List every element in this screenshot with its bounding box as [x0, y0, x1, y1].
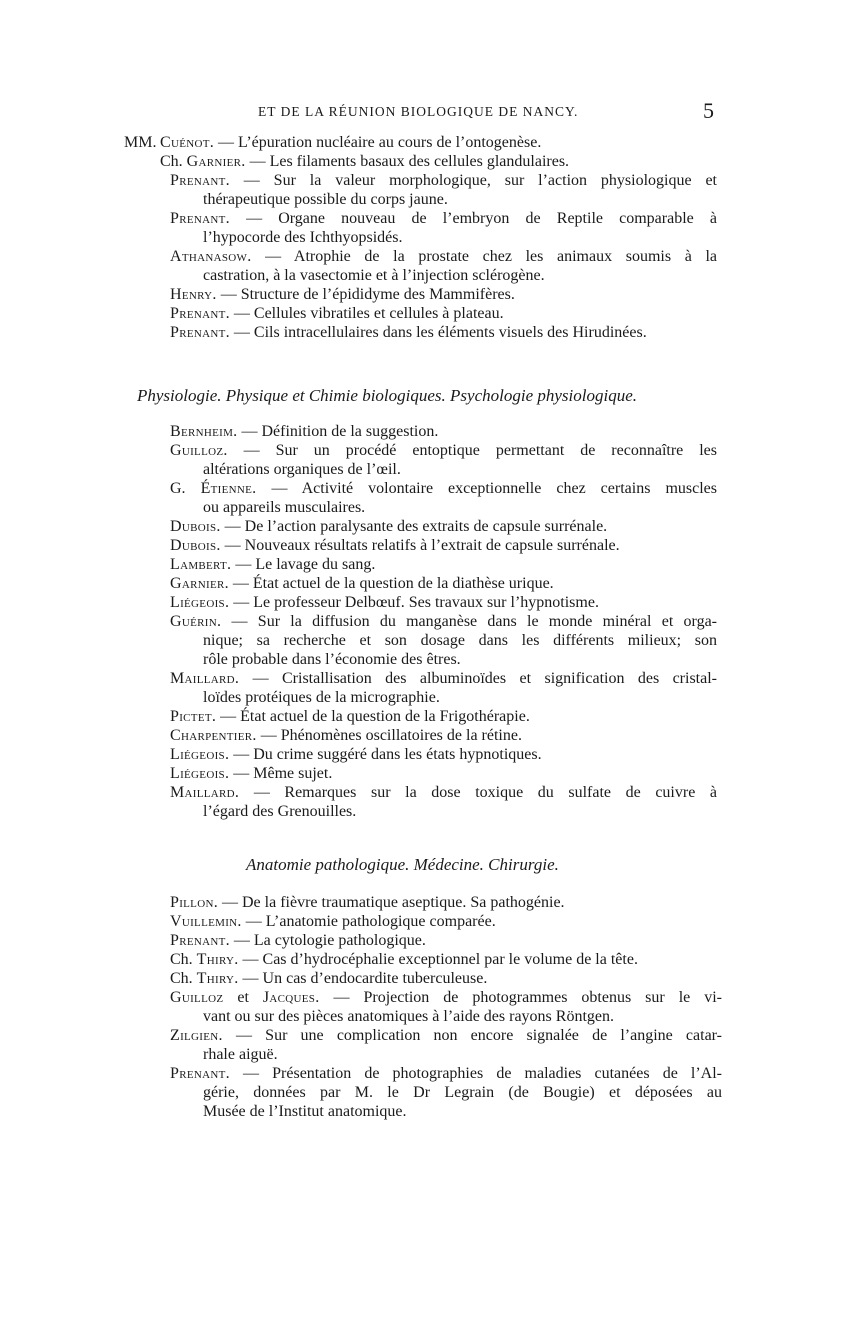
author-name: Liégeois.: [170, 765, 230, 782]
page-number: 5: [703, 98, 714, 123]
entry-first-line: [170, 518, 607, 536]
entry-text: — État actuel de la question de la diathèse urique.: [232, 575, 554, 592]
author-name: Henry.: [170, 286, 217, 303]
entry-text: loïdes protéiques de la micrographie.: [203, 689, 440, 706]
entry-text: — Cas d’hydrocéphalie exceptionnel par le volume de la tête.: [242, 951, 638, 968]
entry-text: l’hypocorde des Ichthyopsidés.: [203, 229, 403, 246]
entry-text: — Sur la valeur morphologique, sur l’action physiologique et: [243, 172, 718, 189]
entry-text: l’égard des Grenouilles.: [203, 803, 357, 820]
entry-first-line: [170, 210, 717, 228]
entry-first-line: [170, 480, 717, 498]
entry-text: — L’anatomie pathologique comparée.: [245, 913, 496, 930]
entry-text: — Atrophie de la prostate chez les animaux soumis à la: [265, 248, 717, 265]
author-name: Lambert.: [170, 556, 232, 573]
entry-first-line: [170, 727, 522, 745]
section-heading-anatomie: Anatomie pathologique. Médecine. Chirurgie.: [246, 855, 559, 874]
author-name: Liégeois.: [170, 594, 230, 611]
author-initial: G.: [170, 480, 201, 497]
entry-text: — Activité volontaire exceptionnelle chez certains muscles: [271, 480, 717, 497]
entry-text: — Définition de la suggestion.: [241, 423, 439, 440]
entry-first-line: [170, 324, 647, 342]
entry-text: — Sur une complication non encore signalée de l’angine catar-: [236, 1027, 722, 1044]
author-name: Pictet.: [170, 708, 217, 725]
entry-text: gérie, données par M. le Dr Legrain (de Bougie) et déposées au: [203, 1084, 722, 1101]
entry-continuation-line: [203, 1084, 722, 1102]
entry-text: — L’épuration nucléaire au cours de l’ontogenèse.: [218, 134, 542, 151]
entry-text: ou appareils musculaires.: [203, 499, 366, 516]
author-initial: Ch.: [160, 153, 187, 170]
entry-text: — Présentation de photographies de maladies cutanées de l’Al-: [243, 1065, 723, 1082]
author-name: Cuénot.: [160, 134, 215, 151]
entry-continuation-line: [203, 1046, 278, 1064]
entry-first-line: [170, 746, 542, 764]
entry-text: — Du crime suggéré dans les états hypnotiques.: [233, 746, 542, 763]
author-name: Garnier.: [186, 153, 246, 170]
entry-text: — État actuel de la question de la Frigothérapie.: [220, 708, 530, 725]
entry-first-line: [170, 423, 438, 441]
entry-first-line: [160, 134, 541, 152]
author-name: Étienne.: [200, 480, 257, 497]
author-name: Thiry.: [196, 951, 239, 968]
entry-text: — Même sujet.: [233, 765, 333, 782]
author-name: Athanasow.: [170, 248, 252, 265]
entry-first-line: [160, 153, 569, 171]
mm-prefix: MM.: [124, 134, 157, 151]
entry-text: altérations organiques de l’œil.: [203, 461, 401, 478]
entry-text: — Cils intracellulaires dans les éléments visuels des Hirudinées.: [233, 324, 647, 341]
author-initial: Ch.: [170, 951, 197, 968]
entry-text: — De la fièvre traumatique aseptique. Sa pathogénie.: [222, 894, 565, 911]
entry-continuation-line: [203, 803, 356, 821]
entry-first-line: [170, 594, 599, 612]
entry-text: — Phénomènes oscillatoires de la rétine.: [260, 727, 522, 744]
entry-continuation-line: [203, 1008, 614, 1026]
author-name: Maillard.: [170, 784, 240, 801]
entry-text: — Sur la diffusion du manganèse dans le monde minéral et orga-: [231, 613, 718, 630]
entry-first-line: [170, 248, 717, 266]
entry-text: — Les filaments basaux des cellules glandulaires.: [249, 153, 570, 170]
entry-first-line: [170, 442, 717, 460]
entry-text: rhale aiguë.: [203, 1046, 278, 1063]
author-name: Dubois.: [170, 518, 221, 535]
entry-text: — Cristallisation des albuminoïdes et signification des cristal-: [252, 670, 718, 687]
author-name: Prenant.: [170, 1065, 230, 1082]
entry-first-line: [170, 613, 717, 631]
entry-first-line: [170, 784, 717, 802]
entry-text: — Projection de photogrammes obtenus sur le vi-: [333, 989, 723, 1006]
entry-text: — Un cas d’endocardite tuberculeuse.: [242, 970, 488, 987]
entry-text: nique; sa recherche et son dosage dans les différents milieux; son: [203, 632, 717, 649]
author-name: Prenant.: [170, 932, 230, 949]
entry-first-line: [170, 172, 717, 190]
author-name: Prenant.: [170, 305, 230, 322]
author-name: Jacques.: [262, 989, 320, 1006]
entry-text: — De l’action paralysante des extraits de capsule surrénale.: [224, 518, 608, 535]
entry-first-line: [170, 989, 722, 1007]
entry-first-line: [170, 556, 375, 574]
entry-text: vant ou sur des pièces anatomiques à l’aide des rayons Röntgen.: [203, 1008, 614, 1025]
entry-first-line: [170, 765, 332, 783]
entry-continuation-line: [203, 461, 401, 479]
author-name: Prenant.: [170, 210, 230, 227]
author-name: Bernheim.: [170, 423, 238, 440]
author-name: Garnier.: [170, 575, 229, 592]
author-name: Guilloz: [170, 989, 224, 1006]
author-name: Dubois.: [170, 537, 221, 554]
entry-first-line: [170, 932, 426, 950]
entry-text: rôle probable dans l’économie des êtres.: [203, 651, 461, 668]
entry-first-line: [170, 575, 554, 593]
entry-first-line: [170, 1065, 722, 1083]
entry-first-line: [170, 1027, 722, 1045]
entry-text: thérapeutique possible du corps jaune.: [203, 191, 448, 208]
author-name: Maillard.: [170, 670, 240, 687]
entry-continuation-line: [203, 651, 461, 669]
author-name: Charpentier.: [170, 727, 257, 744]
author-name: Guilloz.: [170, 442, 228, 459]
author-conjunction: et: [223, 989, 263, 1006]
author-name: Vuillemin.: [170, 913, 242, 930]
entry-first-line: [170, 913, 496, 931]
entry-continuation-line: [203, 499, 365, 517]
entry-first-line: [170, 894, 565, 912]
entry-first-line: [170, 670, 717, 688]
entry-text: — Organe nouveau de l’embryon de Reptile comparable à: [246, 210, 718, 227]
entry-continuation-line: [203, 229, 403, 247]
entry-text: Musée de l’Institut anatomique.: [203, 1103, 407, 1120]
entry-first-line: [170, 951, 638, 969]
author-name: Pillon.: [170, 894, 218, 911]
author-name: Prenant.: [170, 172, 230, 189]
author-name: Liégeois.: [170, 746, 230, 763]
author-name: Thiry.: [196, 970, 239, 987]
entry-first-line: [170, 305, 504, 323]
author-name: Zilgien.: [170, 1027, 223, 1044]
section-heading-physiologie: Physiologie. Physique et Chimie biologiques. Psychologie physiologique.: [137, 386, 637, 405]
author-name: Prenant.: [170, 324, 230, 341]
entry-first-line: [170, 970, 487, 988]
entry-text: — Le lavage du sang.: [235, 556, 376, 573]
entry-text: castration, à la vasectomie et à l’injection sclérogène.: [203, 267, 545, 284]
entry-continuation-line: [203, 191, 448, 209]
entry-first-line: [170, 537, 620, 555]
entry-text: — Remarques sur la dose toxique du sulfate de cuivre à: [253, 784, 718, 801]
entry-continuation-line: [203, 689, 440, 707]
entry-text: — Le professeur Delbœuf. Ses travaux sur l’hypnotisme.: [233, 594, 599, 611]
author-initial: Ch.: [170, 970, 197, 987]
entry-text: — Sur un procédé entoptique permettant de reconnaître les: [243, 442, 718, 459]
entry-text: — Cellules vibratiles et cellules à plateau.: [233, 305, 504, 322]
entry-text: — Structure de l’épididyme des Mammifères.: [220, 286, 515, 303]
entry-first-line: [170, 708, 530, 726]
entry-first-line: [170, 286, 515, 304]
running-head: ET DE LA RÉUNION BIOLOGIQUE DE NANCY.: [258, 104, 579, 119]
author-name: Guérin.: [170, 613, 222, 630]
entry-continuation-line: [203, 1103, 407, 1121]
entry-text: — La cytologie pathologique.: [233, 932, 426, 949]
entry-continuation-line: [203, 632, 717, 650]
entry-continuation-line: [203, 267, 545, 285]
entry-text: — Nouveaux résultats relatifs à l’extrait de capsule surrénale.: [224, 537, 620, 554]
